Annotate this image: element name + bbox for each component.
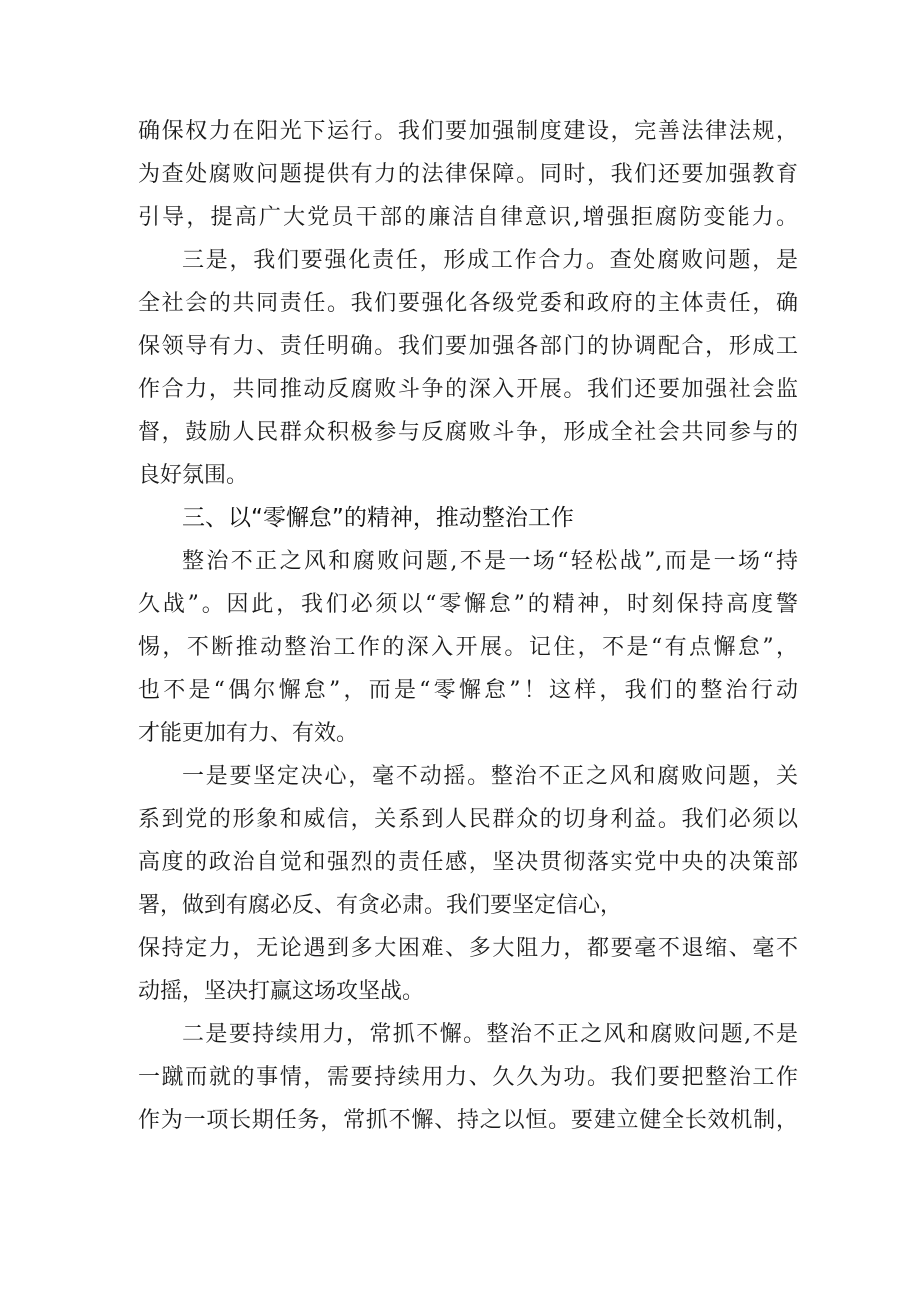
text-line: 久战”。因此，我们必须以“零懈怠”的精神，时刻保持高度警 bbox=[138, 592, 798, 617]
document-body bbox=[138, 110, 798, 1142]
text-line: 为查处腐败问题提供有力的法律保障。同时，我们还要加强教育 bbox=[138, 162, 798, 187]
text-line: 督，鼓励人民群众积极参与反腐败斗争，形成全社会共同参与的 bbox=[138, 420, 798, 445]
paragraph-last-line: 才能更加有力、有效。 bbox=[138, 721, 359, 746]
text-line: 系到党的形象和威信，关系到人民群众的切身利益。我们必须以 bbox=[138, 807, 798, 832]
paragraph-first-line: 三是，我们要强化责任，形成工作合力。查处腐败问题，是 bbox=[182, 248, 798, 273]
text-line: 引导，提高广大党员干部的廉洁自律意识,增强拒腐防变能力。 bbox=[138, 205, 798, 230]
text-line: 作为一项长期任务，常抓不懈、持之以恒。要建立健全长效机制， bbox=[138, 1108, 798, 1133]
text-line: 也不是“偶尔懈怠”，而是“零懈怠”！这样，我们的整治行动 bbox=[138, 678, 798, 703]
paragraph-first-line: 一是要坚定决心，毫不动摇。整治不正之风和腐败问题，关 bbox=[182, 764, 798, 789]
text-line: 确保权力在阳光下运行。我们要加强制度建设，完善法律法规， bbox=[138, 119, 798, 144]
text-line: 保领导有力、责任明确。我们要加强各部门的协调配合，形成工 bbox=[138, 334, 798, 359]
text-line: 保持定力，无论遇到多大困难、多大阻力，都要毫不退缩、毫不 bbox=[138, 936, 798, 961]
text-line: 全社会的共同责任。我们要强化各级党委和政府的主体责任，确 bbox=[138, 291, 798, 316]
text-line: 署，做到有腐必反、有贪必肃。我们要坚定信心， bbox=[138, 893, 623, 918]
text-line: 作合力，共同推动反腐败斗争的深入开展。我们还要加强社会监 bbox=[138, 377, 798, 402]
section-heading: 三、以“零懈怠”的精神，推动整治工作 bbox=[182, 505, 574, 531]
text-line: 一蹴而就的事情，需要持续用力、久久为功。我们要把整治工作 bbox=[138, 1065, 798, 1090]
text-line: 高度的政治自觉和强烈的责任感，坚决贯彻落实党中央的决策部 bbox=[138, 850, 798, 875]
paragraph-first-line: 整治不正之风和腐败问题,不是一场“轻松战”,而是一场“持 bbox=[182, 549, 798, 574]
paragraph-last-line: 良好氛围。 bbox=[138, 463, 249, 488]
paragraph-first-line: 二是要持续用力，常抓不懈。整治不正之风和腐败问题,不是 bbox=[182, 1022, 798, 1047]
paragraph-last-line: 动摇，坚决打赢这场攻坚战。 bbox=[138, 979, 425, 1004]
text-line: 惕，不断推动整治工作的深入开展。记住，不是“有点懈怠”， bbox=[138, 635, 798, 660]
